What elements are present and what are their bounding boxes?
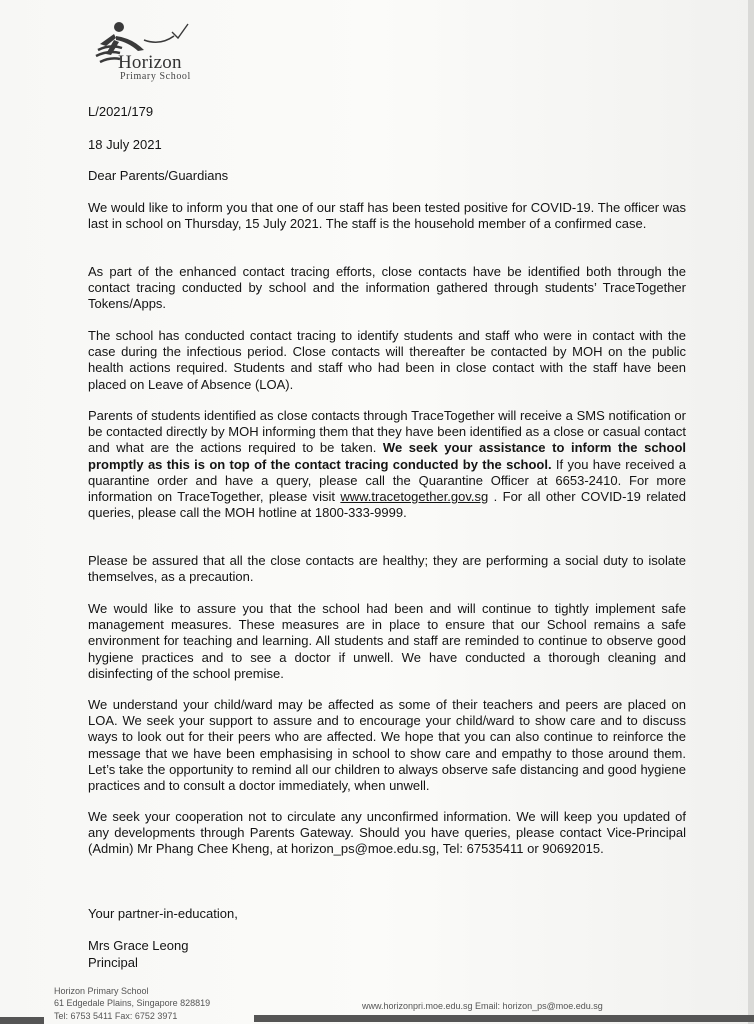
footer-bar-left [0,1017,44,1024]
paragraph-2: As part of the enhanced contact tracing efforts, close contacts have be identified both through the contact tracing conducted by school and the information gathered through students’ TraceTogether Tokens/Apps. [88,264,686,312]
closing-line: Your partner-in-education, [88,906,238,921]
signatory-title: Principal [88,955,138,970]
paragraph-1: We would like to inform you that one of our staff has been tested positive for COVID-19. The officer was last in school on Thursday, 15 July 2021. The staff is the household member of a confirmed case. [88,200,686,232]
footer-web-email: www.horizonpri.moe.edu.sg Email: horizon_ps@moe.edu.sg [362,1001,603,1011]
paragraph-3: The school has conducted contact tracing to identify students and staff who were in contact with the case during the infectious period. Close contacts will thereafter be contacted by MOH on the public health actions required. Students and staff who had been in close contact with the staff have been placed on Leave of Absence (LOA). [88,328,686,392]
letter-reference: L/2021/179 [88,104,154,119]
paragraph-5: Please be assured that all the close contacts are healthy; they are performing a social duty to isolate themselves, as a precaution. [88,553,686,585]
paragraph-6: We would like to assure you that the school had been and will continue to tightly implement safe management measures. These measures are in place to ensure that our School remains a safe environment for teaching and learning. All students and staff are reminded to continue to observe good hygiene practices and to see a doctor if unwell. We have conducted a thorough cleaning and disinfecting of the school premise. [88,601,686,681]
signatory-name: Mrs Grace Leong [88,938,189,953]
paragraph-4-bold-text: We seek your assistance to inform the school promptly as this is on top of the contact tracing conducted by the school. [88,440,686,472]
paragraph-4-text-c: . For all other COVID-19 related queries, please call the MOH hotline at 1800-333-9999. [88,489,686,521]
page-edge-shadow [748,0,754,1024]
paragraph-8: We seek your cooperation not to circulate any unconfirmed information. We will keep you updated of any developments through Parents Gateway. Should you have queries, please contact Vice-Principal (Admin) Mr Phang Chee Kheng, at horizon_ps@moe.edu.sg, Tel: 67535411 or 90692015. [88,809,686,857]
school-subtitle-logo-text: Primary School [120,71,191,82]
school-name-logo-text: Horizon [118,52,182,73]
paragraph-7: We understand your child/ward may be affected as some of their teachers and peers are placed on LOA. We seek your support to assure and to encourage your child/ward to show care and to discuss ways to look out for their peers who are affected. We hope that you can also continue to reinforce the message that we have been emphasising in school to show care and empathy to those around them. Let’s take the opportunity to remind all our children to always observe safe distancing and good hygiene practices and to consult a doctor immediately, when unwell. [88,697,686,794]
salutation: Dear Parents/Guardians [88,168,229,183]
paragraph-4-text-b: If you have received a quarantine order and have a query, please call the Quarantine Officer at 6653-2410. For more information on TraceTogether, please visit [88,456,686,505]
footer-bar-right [254,1015,754,1022]
letter-date: 18 July 2021 [88,137,162,152]
paragraph-4-text-a: Parents of students identified as close contacts through TraceTogether will receive a SMS notification or be contacted directly by MOH informing them that they have been identified as a close or casual contact and what are the actions required to be taken. [88,408,686,456]
paragraph-4 [88,408,686,521]
tracetogether-link[interactable]: www.tracetogether.gov.sg [340,489,489,505]
footer-school-name: Horizon Primary School [54,986,149,996]
footer-address: 61 Edgedale Plains, Singapore 828819 [54,998,211,1008]
footer-phone-fax: Tel: 6753 5411 Fax: 6752 3971 [54,1011,178,1021]
